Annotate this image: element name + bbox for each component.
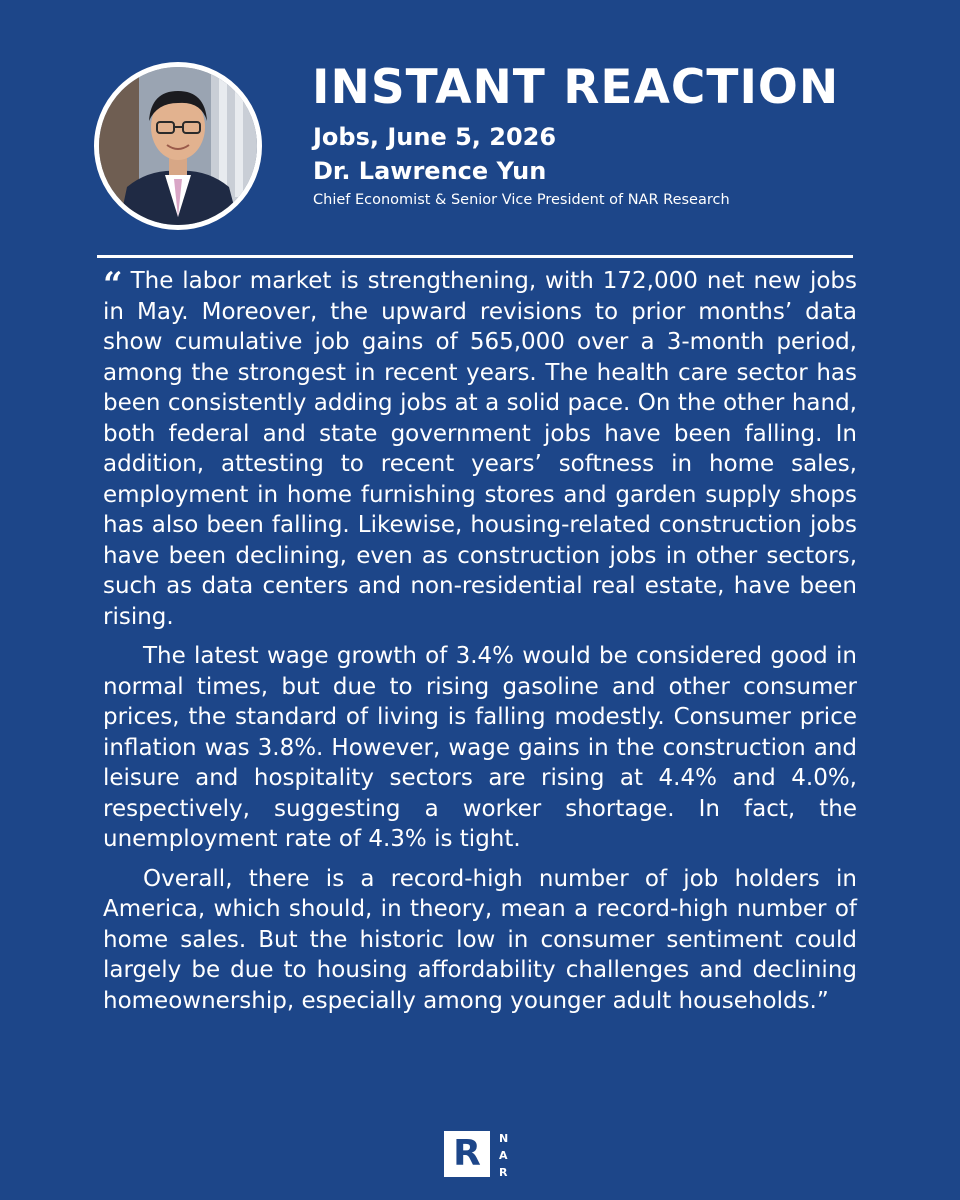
quote-paragraph-1: [103, 266, 857, 632]
logo-letter-n: N: [499, 1132, 509, 1145]
author-role: Chief Economist & Senior Vice President of NAR Research: [313, 192, 730, 208]
quote-paragraph-3: Overall, there is a record-high number of job holders in America, which should, in theory, mean a record-high number of home sales. But the historic low in consumer sentiment could largely be due to housing affordability challenges and declining homeownership, especially among younger adult households.”: [103, 865, 857, 1014]
portrait-image: [99, 67, 257, 225]
header-divider: [97, 255, 853, 258]
logo-letter-r: R: [499, 1166, 508, 1179]
logo-mark: R: [453, 1133, 481, 1174]
quote-body: [103, 266, 857, 1025]
report-subtitle: Jobs, June 5, 2026: [313, 123, 557, 151]
logo-letter-a: A: [499, 1149, 508, 1162]
author-photo: [94, 62, 262, 230]
logo-letters: [499, 1130, 508, 1181]
nar-logo: [444, 1131, 534, 1179]
quote-paragraph-1-text: The labor market is strengthening, with 172,000 net new jobs in May. Moreover, the upward revisions to prior months’ data show cumulative job gains of 565,000 over a 3-month period, among the strongest in recent years. The health care sector has been consistently adding jobs at a solid pace. On the other hand, both federal and state government jobs have been falling. In addition, attesting to recent years’ softness in home sales, employment in home furnishing stores and garden supply shops has also been falling. Likewise, housing-related construction jobs have been declining, even as construction jobs in other sectors, such as data centers and non-residential real estate, have been rising.: [103, 268, 857, 630]
page-title: INSTANT REACTION: [312, 60, 840, 115]
author-name: Dr. Lawrence Yun: [313, 157, 547, 185]
quote-open-icon: “: [103, 265, 123, 305]
quote-paragraph-2: The latest wage growth of 3.4% would be considered good in normal times, but due to rising gasoline and other consumer prices, the standard of living is falling modestly. Consumer price inflation was 3.8%. However, wage gains in the construction and leisure and hospitality sectors are rising at 4.4% and 4.0%, respectively, suggesting a worker shortage. In fact, the unemployment rate of 4.3% is tight.: [103, 643, 857, 852]
